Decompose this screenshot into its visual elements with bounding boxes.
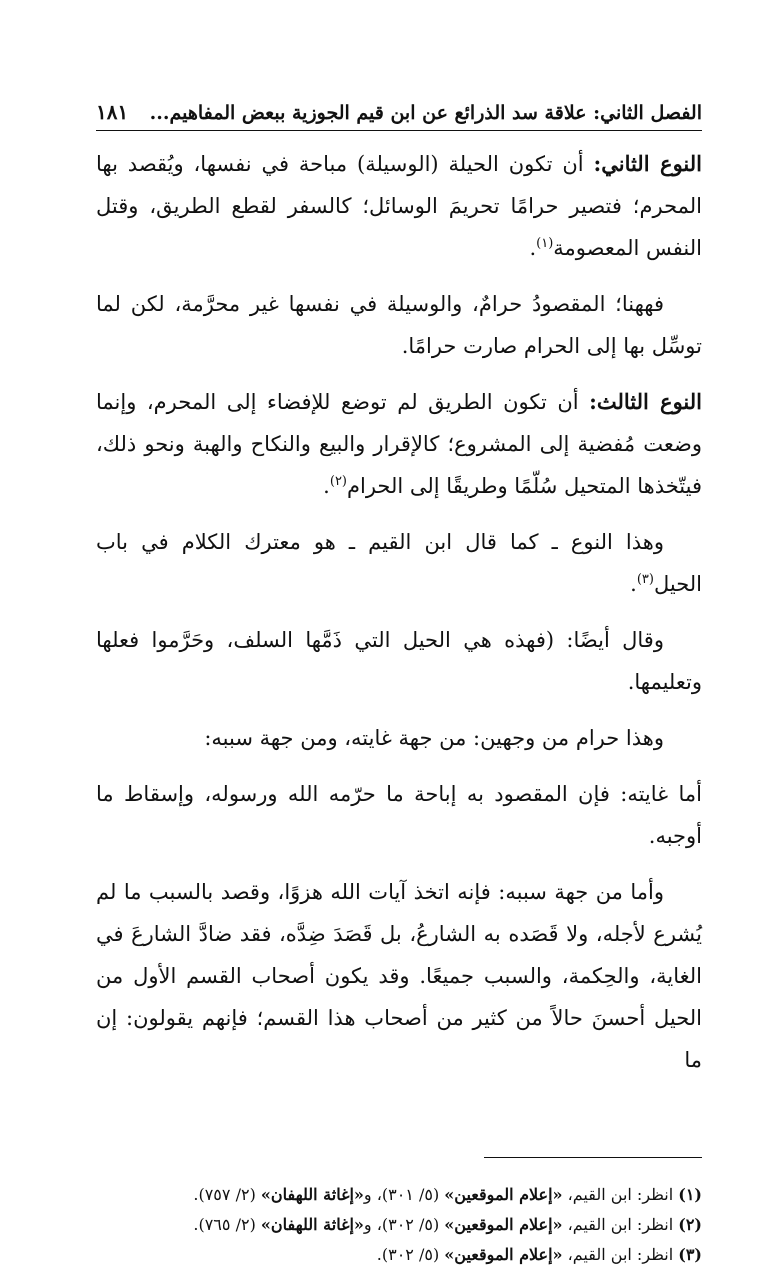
paragraph-type-three xyxy=(96,381,702,507)
footnote-ref: (٥/ ٣٠٢)، و xyxy=(363,1215,445,1234)
paragraph-tail: . xyxy=(529,236,537,260)
paragraph-text: وهذا حرام من وجهين: من جهة غايته، ومن جهة سببه: xyxy=(204,726,664,750)
paragraph-text: أن تكون الطريق لم توضع للإفضاء إلى المحرم، وإنما وضعت مُفضية إلى المشروع؛ كالإقرار والبيع والنكاح والهبة ونحو ذلك، فيتّخذها المتحيل سُلّمًا وطريقًا إلى الحرام xyxy=(96,390,702,498)
footnote-marker: (٢) xyxy=(329,474,347,489)
footnote-separator xyxy=(484,1157,702,1158)
paragraph-lead: النوع الثاني: xyxy=(593,151,703,176)
footnote-ref: (٥/ ٣٠٢). xyxy=(376,1245,445,1264)
footnote-1 xyxy=(96,1180,702,1210)
paragraph-text: وأما من جهة سببه: فإنه اتخذ آيات الله هزوًا، وقصد بالسبب ما لم يُشرع لأجله، ولا قَصَده به الشارعُ، بل قَصَدَ ضِدَّه، فقد ضادَّ الشارعَ في الغاية، والحِكمة، والسبب جميعًا. وقد يكون أصحاب القسم الأول من الحيل أحسنَ حالاً من كثير من أصحاب هذا القسم؛ فإنهم يقولون: إن ما xyxy=(96,880,702,1072)
paragraph-text: وقال أيضًا: (فهذه هي الحيل التي ذَمَّها السلف، وحَرَّموا فعلها وتعليمها. xyxy=(96,628,702,694)
paragraph-type-two xyxy=(96,143,702,269)
footnotes xyxy=(96,1180,702,1270)
main-text xyxy=(96,143,702,1081)
footnote-ref: (٢/ ٧٦٥). xyxy=(193,1215,261,1234)
chapter-title: الفصل الثاني: علاقة سد الذرائع عن ابن قيم الجوزية ببعض المفاهيم... xyxy=(149,102,702,124)
footnote-text: انظر: ابن القيم، xyxy=(562,1245,679,1264)
paragraph-text: أن تكون الحيلة (الوسيلة) مباحة في نفسها، ويُقصد بها المحرم؛ فتصير حرامًا تحريمَ الوسائل؛ كالسفر لقطع الطريق، وقتل النفس المعصومة xyxy=(96,152,702,260)
footnote-book: «إعلام الموقعين» xyxy=(444,1215,563,1234)
footnote-2 xyxy=(96,1210,702,1240)
footnote-book: «إعلام الموقعين» xyxy=(444,1185,563,1204)
paragraph-explanation xyxy=(96,283,702,367)
paragraph-goal xyxy=(96,773,702,857)
paragraph-text: وهذا النوع ـ كما قال ابن القيم ـ هو معترك الكلام في باب الحيل xyxy=(96,530,702,596)
book-page xyxy=(96,88,702,1270)
paragraph-text: أما غايته: فإن المقصود به إباحة ما حرّمه الله ورسوله، وإسقاط ما أوجبه. xyxy=(96,782,702,848)
page-number: ١٨١ xyxy=(96,100,129,124)
paragraph-lead: النوع الثالث: xyxy=(589,389,703,414)
footnote-ref: (٢/ ٧٥٧). xyxy=(193,1185,261,1204)
paragraph-tail: . xyxy=(323,474,330,498)
footnote-text: انظر: ابن القيم، xyxy=(562,1185,679,1204)
footnote-marker: (٣) xyxy=(636,572,654,587)
footnote-number: (٢) xyxy=(678,1215,702,1234)
paragraph-text: فههنا؛ المقصودُ حرامٌ، والوسيلة في نفسها غير محرَّمة، لكن لما توسِّل بها إلى الحرام صارت حرامًا. xyxy=(96,292,702,358)
running-header xyxy=(96,88,702,131)
footnote-ref: (٥/ ٣٠١)، و xyxy=(363,1185,445,1204)
footnote-marker: (١) xyxy=(536,236,554,251)
paragraph-quote xyxy=(96,619,702,703)
footnote-separator-wrap xyxy=(96,1157,702,1158)
footnote-number: (٣) xyxy=(678,1245,702,1264)
footnote-text: انظر: ابن القيم، xyxy=(562,1215,679,1234)
footnote-book: «إغاثة اللهفان» xyxy=(260,1185,364,1204)
paragraph-two-aspects xyxy=(96,717,702,759)
footnote-book: «إغاثة اللهفان» xyxy=(260,1215,364,1234)
footnote-book: «إعلام الموقعين» xyxy=(444,1245,563,1264)
paragraph-ibn-qayyim xyxy=(96,521,702,605)
paragraph-cause xyxy=(96,871,702,1081)
paragraph-tail: . xyxy=(630,572,637,596)
footnote-3 xyxy=(96,1240,702,1270)
footnote-number: (١) xyxy=(678,1185,702,1204)
